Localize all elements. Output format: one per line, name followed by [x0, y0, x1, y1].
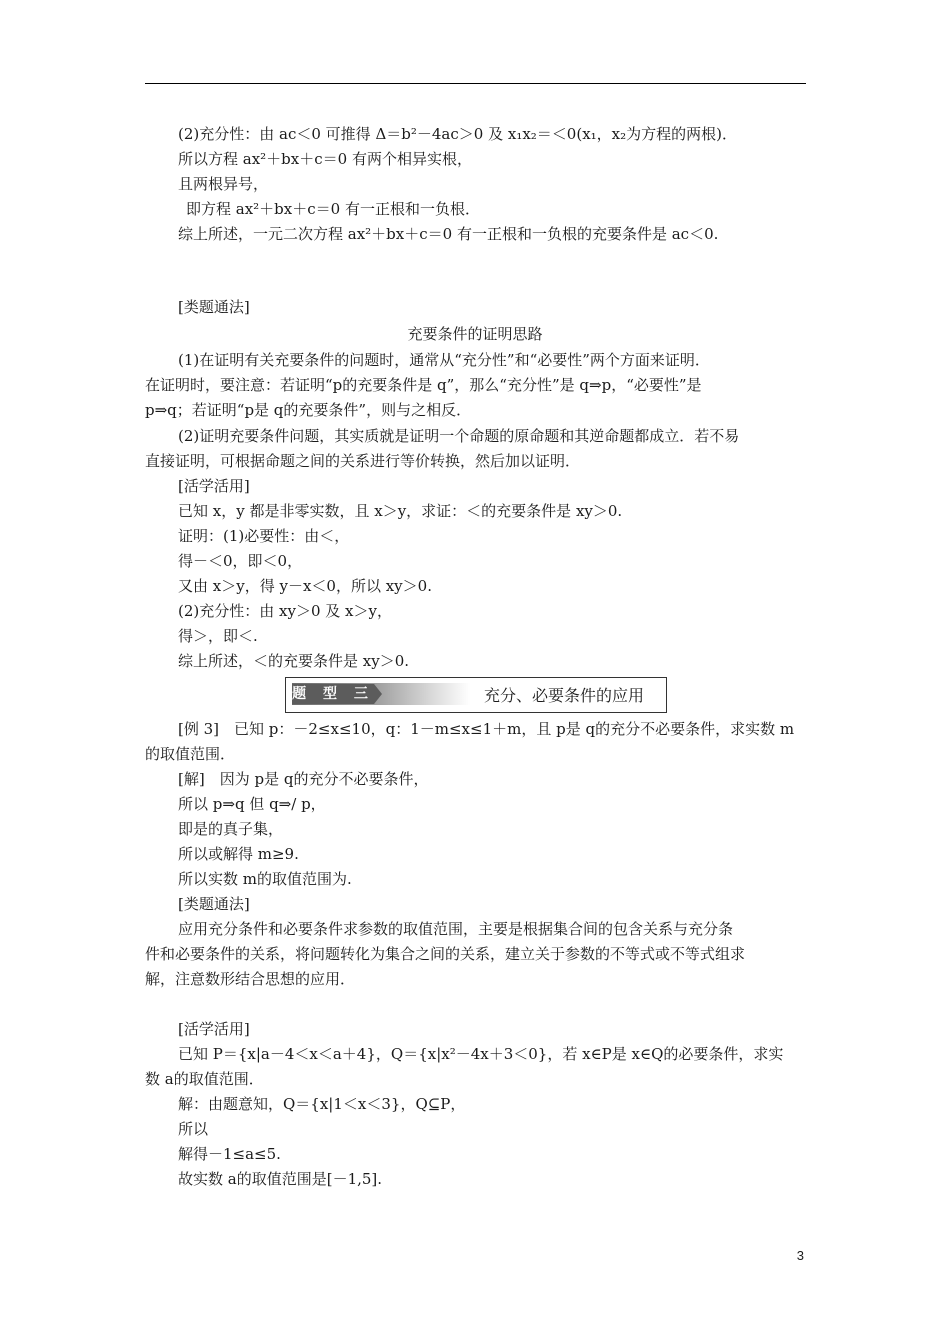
- section-label: [类题通法]: [178, 298, 250, 316]
- text-line: 且两根异号，: [178, 175, 269, 193]
- text-line: 已知 P＝{x|a－4＜x＜a＋4}，Q＝{x|x²－4x＋3＜0}，若 x∈P是 x∈Q的必要条件，求实: [178, 1045, 784, 1063]
- section-label: [类题通法]: [178, 895, 250, 913]
- text-line: 解，注意数形结合思想的应用．: [145, 970, 356, 988]
- text-line: 在证明时，要注意：若证明“p的充要条件是 q”，那么“充分性”是 q⇒p，“必要性”是: [145, 376, 702, 394]
- text-line: 解得－1≤a≤5.: [178, 1145, 281, 1163]
- text-line: 综上所述，一元二次方程 ax²＋bx＋c＝0 有一正根和一负根的充要条件是 ac＜0.: [178, 225, 719, 243]
- page-number: 3: [796, 1248, 804, 1263]
- text-line: 证明：(1)必要性：由＜，: [178, 527, 350, 545]
- text-line: 所以 p⇒q 但 q⇒/ p，: [178, 795, 326, 813]
- text-line: [例 3] 已知 p：－2≤x≤10，q：1－m≤x≤1＋m，且 p是 q的充分不必要条件，求实数 m: [178, 720, 795, 738]
- text-line: (2)证明充要条件问题，其实质就是证明一个命题的原命题和其逆命题都成立．若不易: [178, 427, 740, 445]
- section-label: [活学活用]: [178, 1020, 250, 1038]
- text-line: 又由 x＞y，得 y－x＜0，所以 xy＞0.: [178, 577, 432, 595]
- text-line: (2)充分性：由 xy＞0 及 x＞y，: [178, 602, 392, 620]
- question-type-title: 充分、必要条件的应用: [484, 686, 645, 705]
- text-line: 直接证明，可根据命题之间的关系进行等价转换，然后加以证明．: [145, 452, 581, 470]
- text-line: 故实数 a的取值范围是[－1,5].: [178, 1170, 383, 1188]
- text-line: 即是的真子集，: [178, 820, 284, 838]
- header-rule: [145, 83, 806, 84]
- text-line: 解：由题意知，Q＝{x|1＜x＜3}，Q⊆P，: [178, 1095, 466, 1113]
- section-heading: 充要条件的证明思路: [407, 325, 543, 343]
- text-line: [解] 因为 p是 q的充分不必要条件，: [178, 770, 429, 788]
- text-line: 应用充分条件和必要条件求参数的取值范围，主要是根据集合间的包含关系与充分条: [178, 920, 734, 938]
- question-type-tag: [292, 683, 470, 705]
- text-line: 的取值范围．: [145, 745, 236, 763]
- text-line: 件和必要条件的关系，将问题转化为集合之间的关系，建立关于参数的不等式或不等式组求: [145, 945, 746, 963]
- text-line: 得－＜0，即＜0，: [178, 552, 303, 570]
- question-type-banner: [285, 677, 667, 713]
- text-line: 即方程 ax²＋bx＋c＝0 有一正根和一负根．: [186, 200, 480, 218]
- text-line: 所以实数 m的取值范围为.: [178, 870, 352, 888]
- text-line: (1)在证明有关充要条件的问题时，通常从“充分性”和“必要性”两个方面来证明．: [178, 351, 710, 369]
- text-line: 所以方程 ax²＋bx＋c＝0 有两个相异实根，: [178, 150, 472, 168]
- text-line: 已知 x，y 都是非零实数，且 x＞y，求证：＜的充要条件是 xy＞0.: [178, 502, 623, 520]
- text-line: 所以或解得 m≥9.: [178, 845, 299, 863]
- text-line: 得＞，即＜.: [178, 627, 258, 645]
- text-line: 数 a的取值范围．: [145, 1070, 264, 1088]
- text-line: p⇒q；若证明“p是 q的充要条件”，则与之相反．: [145, 401, 472, 419]
- section-label: [活学活用]: [178, 477, 250, 495]
- text-line: 所以: [178, 1120, 209, 1138]
- text-line: (2)充分性：由 ac＜0 可推得 Δ＝b²－4ac＞0 及 x₁x₂＝＜0(x₁，x₂为方程的两根)．: [178, 125, 737, 143]
- text-line: 综上所述，＜的充要条件是 xy＞0.: [178, 652, 410, 670]
- question-type-label: 题 型 三: [292, 686, 374, 702]
